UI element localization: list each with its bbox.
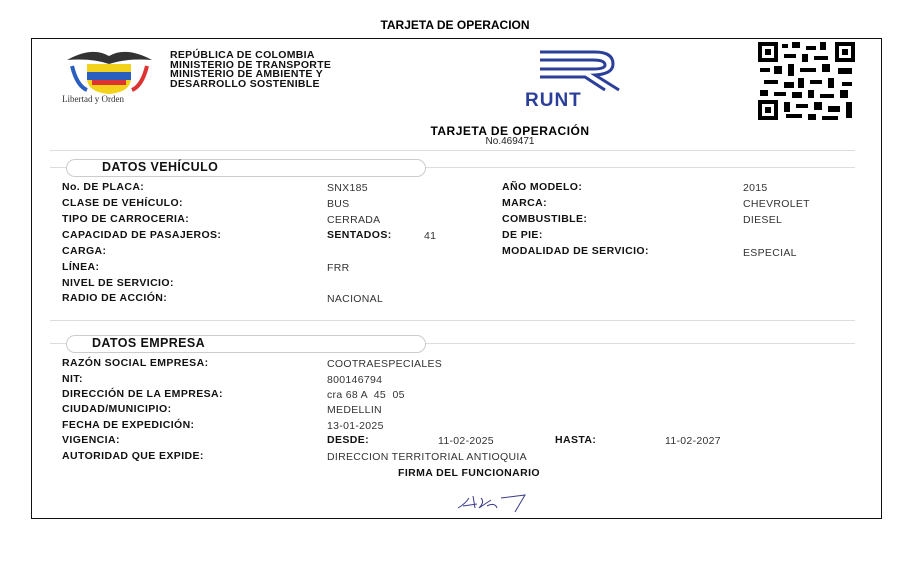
ministry-line: DESARROLLO SOSTENIBLE (170, 77, 320, 90)
ministry-line: MINISTERIO DE AMBIENTE Y (170, 68, 324, 80)
modalidad-label: MODALIDAD DE SERVICIO: (502, 245, 649, 257)
coat-of-arms-icon (62, 46, 157, 94)
vigencia-label: VIGENCIA: (62, 434, 120, 446)
pie-label: DE PIE: (502, 229, 543, 241)
signature-icon (455, 492, 545, 514)
divider (50, 150, 855, 151)
section-title-empresa: DATOS EMPRESA (92, 336, 206, 350)
document-number: No.469471 (485, 136, 535, 147)
document-title: TARJETA DE OPERACIÓN (430, 124, 590, 138)
firma-label: FIRMA DEL FUNCIONARIO (398, 467, 540, 479)
autoridad-value: DIRECCION TERRITORIAL ANTIOQUIA (327, 451, 527, 463)
placa-label: No. DE PLACA: (62, 181, 145, 193)
ciudad-value: MEDELLIN (327, 404, 382, 416)
ministry-line: MINISTERIO DE TRANSPORTE (170, 58, 332, 71)
carga-label: CARGA: (62, 245, 107, 257)
radio-label: RADIO DE ACCIÓN: (62, 292, 168, 304)
hasta-label: HASTA: (555, 434, 597, 446)
runt-logo-text: RUNT (525, 90, 582, 111)
desde-value: 11-02-2025 (438, 435, 494, 447)
qr-code-icon[interactable] (758, 42, 855, 120)
page-title: TARJETA DE OPERACION (380, 18, 530, 32)
radio-value: NACIONAL (327, 293, 384, 305)
clase-value: BUS (327, 198, 350, 210)
autoridad-label: AUTORIDAD QUE EXPIDE: (62, 450, 204, 462)
carroceria-value: CERRADA (327, 214, 381, 226)
direccion-value: cra 68 A 45 05 (327, 389, 405, 401)
ministry-heading (170, 51, 331, 89)
carroceria-label: TIPO DE CARROCERIA: (62, 213, 190, 225)
section-title-vehiculo: DATOS VEHÍCULO (102, 160, 219, 174)
nit-label: NIT: (62, 373, 83, 385)
razon-value: COOTRAESPECIALES (327, 358, 443, 370)
nivel-label: NIVEL DE SERVICIO: (62, 277, 174, 289)
ciudad-label: CIUDAD/MUNICIPIO: (62, 403, 172, 415)
ministry-line: REPÚBLICA DE COLOMBIA (170, 49, 315, 61)
desde-label: DESDE: (327, 434, 370, 446)
combustible-value: DIESEL (743, 214, 783, 226)
motto: Libertad y Orden (62, 94, 124, 104)
marca-label: MARCA: (502, 197, 547, 209)
sentados-value: 41 (424, 230, 437, 242)
razon-label: RAZÓN SOCIAL EMPRESA: (62, 357, 209, 369)
combustible-label: COMBUSTIBLE: (502, 213, 588, 225)
fecha-label: FECHA DE EXPEDICIÓN: (62, 419, 195, 431)
capacidad-label: CAPACIDAD DE PASAJEROS: (62, 229, 222, 241)
marca-value: CHEVROLET (743, 198, 810, 210)
runt-logo-icon (535, 42, 625, 92)
sentados-label: SENTADOS: (327, 229, 392, 241)
modelo-label: AÑO MODELO: (502, 181, 583, 193)
linea-label: LÍNEA: (62, 261, 100, 273)
divider (50, 320, 855, 321)
linea-value: FRR (327, 262, 350, 274)
fecha-value: 13-01-2025 (327, 420, 384, 432)
direccion-label: DIRECCIÓN DE LA EMPRESA: (62, 388, 223, 400)
modelo-value: 2015 (743, 182, 768, 194)
hasta-value: 11-02-2027 (665, 435, 721, 447)
nit-value: 800146794 (327, 374, 383, 386)
placa-value: SNX185 (327, 182, 368, 194)
clase-label: CLASE DE VEHÍCULO: (62, 197, 183, 209)
modalidad-value: ESPECIAL (743, 247, 797, 259)
